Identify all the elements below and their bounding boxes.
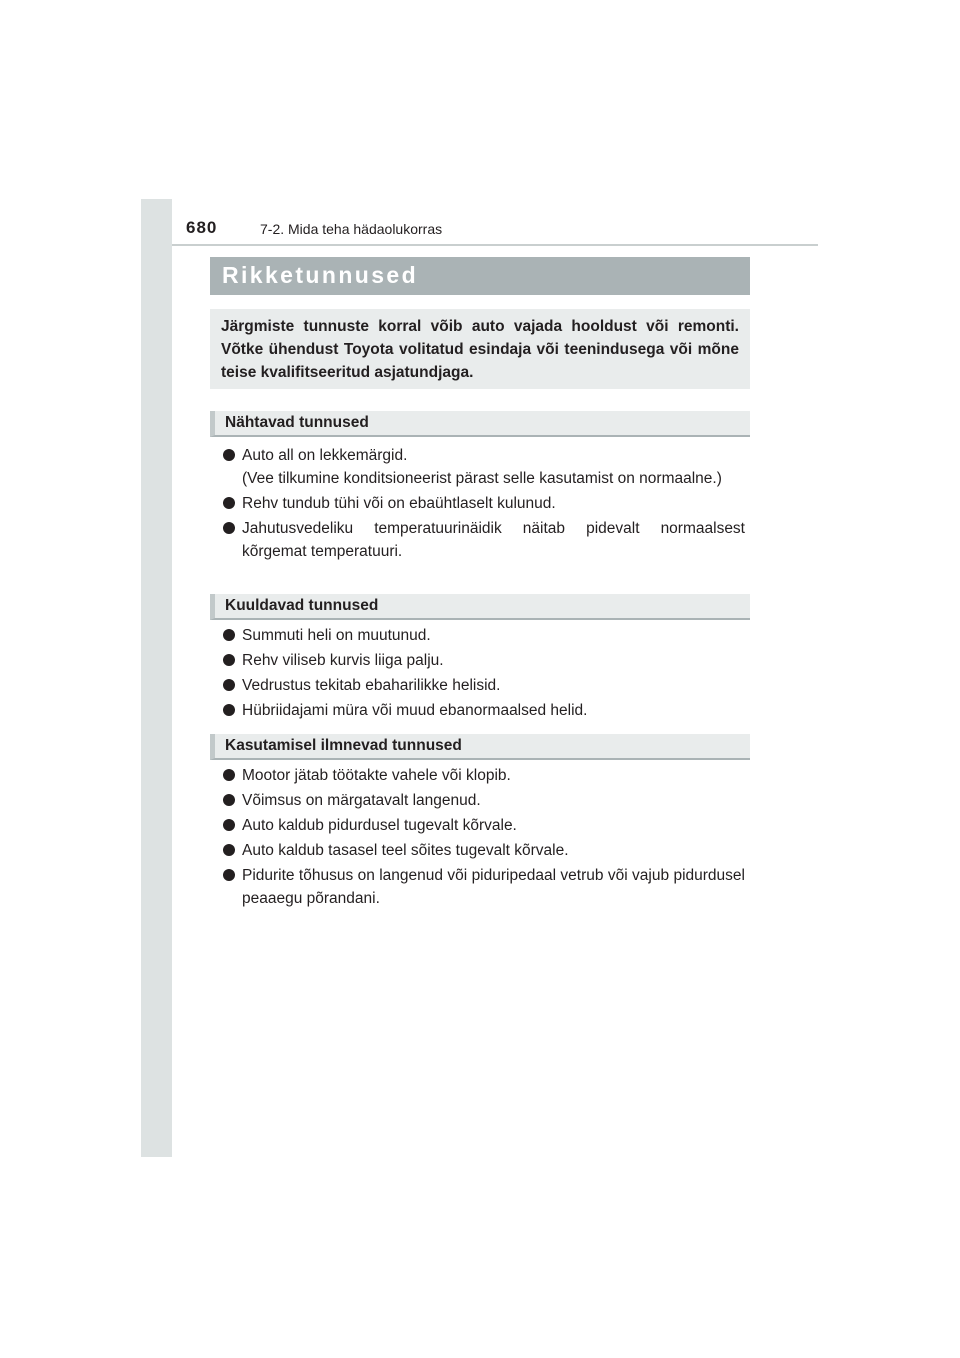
intro-box — [210, 309, 750, 389]
breadcrumb: 7-2. Mida teha hädaolukorras — [260, 221, 443, 237]
list-item-text: Auto kaldub pidurdusel tugevalt kõrvale. — [242, 817, 517, 834]
bullet-icon — [223, 654, 235, 666]
list-item-text: Pidurite tõhusus on langenud või piduripedaal vetrub või vajub pidurdusel peaaegu põrandani. — [242, 867, 745, 907]
list-item — [222, 764, 745, 787]
list-item — [222, 674, 745, 697]
list-item — [222, 839, 745, 862]
list-item — [222, 649, 745, 672]
list-item — [222, 624, 745, 647]
list-item-text: Summuti heli on muutunud. — [242, 627, 431, 644]
subheading-audible-signs — [210, 594, 750, 620]
list-item — [222, 492, 745, 515]
bullet-icon — [223, 522, 235, 534]
list-item — [222, 444, 745, 490]
list-item-note: (Vee tilkumine konditsioneerist pärast selle kasutamist on normaalne.) — [242, 470, 722, 487]
header-divider — [172, 244, 818, 246]
list-item — [222, 699, 745, 722]
intro-text: Järgmiste tunnuste korral võib auto vajada hooldust või remonti. Võtke ühendust Toyota volitatud esindaja või teenindusega või mõne teise kvalifitseeritud asjatundjaga. — [221, 318, 739, 381]
subheading-operational-signs — [210, 734, 750, 760]
list-item-text: Hübriidajami müra või muud ebanormaalsed helid. — [242, 702, 588, 719]
operational-signs-list — [222, 764, 745, 912]
list-item — [222, 814, 745, 837]
visible-signs-list — [222, 444, 745, 565]
list-item — [222, 789, 745, 812]
list-item-text: Auto kaldub tasasel teel sõites tugevalt kõrvale. — [242, 842, 569, 859]
bullet-icon — [223, 704, 235, 716]
list-item — [222, 864, 745, 910]
bullet-icon — [223, 794, 235, 806]
list-item — [222, 517, 745, 563]
section-title-bar — [210, 257, 750, 295]
list-item-text: Rehv viliseb kurvis liiga palju. — [242, 652, 444, 669]
list-item-text: Vedrustus tekitab ebaharilikke helisid. — [242, 677, 501, 694]
subheading-visible-signs — [210, 411, 750, 437]
bullet-icon — [223, 449, 235, 461]
bullet-icon — [223, 844, 235, 856]
list-item-text: Mootor jätab töötakte vahele või klopib. — [242, 767, 511, 784]
bullet-icon — [223, 869, 235, 881]
side-strip — [141, 199, 172, 1157]
page-number: 680 — [186, 218, 218, 237]
subheading-label: Nähtavad tunnused — [225, 414, 369, 431]
list-item-text: Rehv tundub tühi või on ebaühtlaselt kulunud. — [242, 495, 556, 512]
bullet-icon — [223, 497, 235, 509]
subheading-label: Kuuldavad tunnused — [225, 597, 379, 614]
bullet-icon — [223, 819, 235, 831]
bullet-icon — [223, 629, 235, 641]
list-item-text: Jahutusvedeliku temperatuurinäidik näitab pidevalt normaalsest kõrgemat temperatuuri. — [242, 520, 745, 560]
bullet-icon — [223, 679, 235, 691]
list-item-text: Võimsus on märgatavalt langenud. — [242, 792, 481, 809]
page-title: Rikketunnused — [222, 262, 419, 288]
list-item-text: Auto all on lekkemärgid. — [242, 447, 408, 464]
audible-signs-list — [222, 624, 745, 724]
bullet-icon — [223, 769, 235, 781]
subheading-label: Kasutamisel ilmnevad tunnused — [225, 737, 462, 754]
